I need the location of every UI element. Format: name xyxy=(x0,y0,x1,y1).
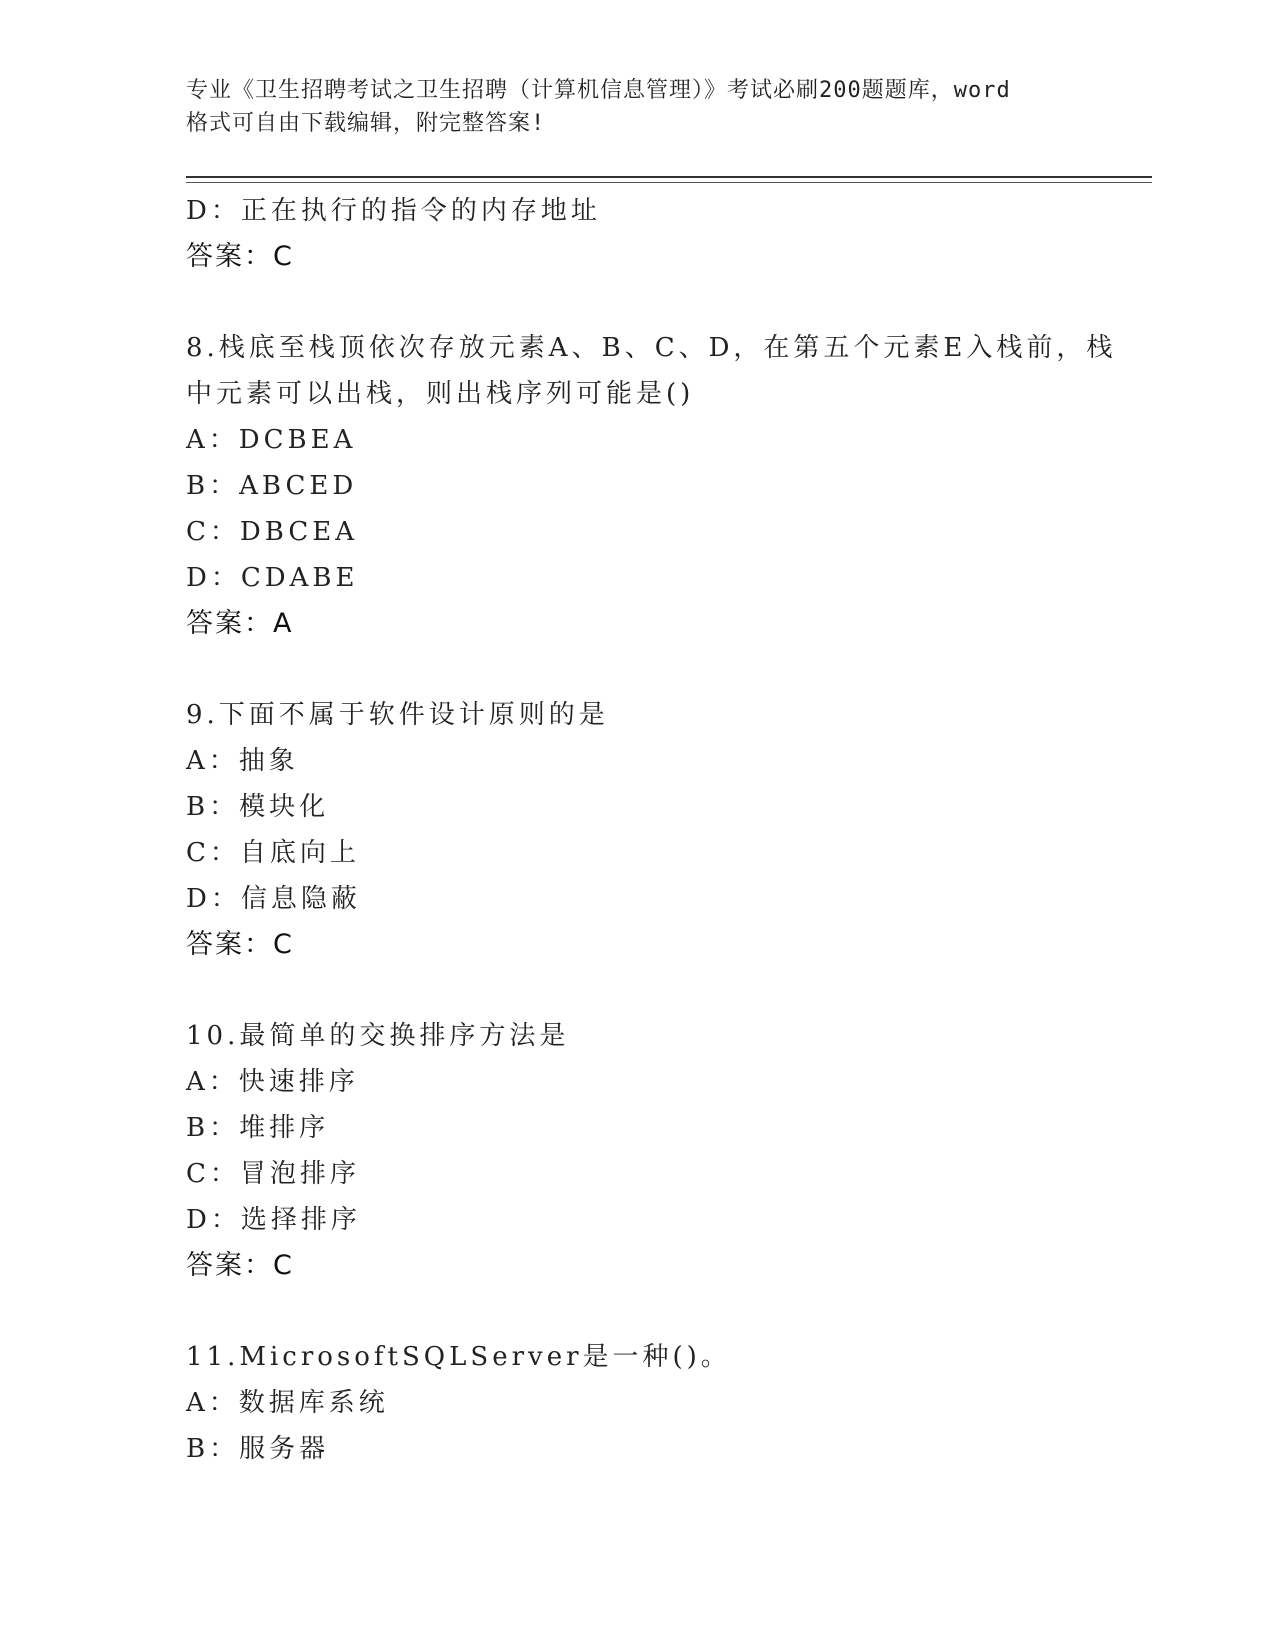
option-c: C：DBCEA xyxy=(186,517,358,547)
question-stem: 9.下面不属于软件设计原则的是 xyxy=(186,700,609,730)
option-c: C：自底向上 xyxy=(186,838,360,868)
answer-line: 答案：C xyxy=(186,241,294,272)
option-b: B：ABCED xyxy=(186,471,358,501)
question-gap xyxy=(186,280,1086,325)
header-title-line-2: 格式可自由下载编辑，附完整答案! xyxy=(186,111,546,136)
question-stem-continued: 中元素可以出栈，则出栈序列可能是() xyxy=(186,379,695,409)
answer-line: 答案：A xyxy=(186,608,294,639)
header-divider-thin xyxy=(186,182,1152,183)
header-title-line-1: 专业《卫生招聘考试之卫生招聘（计算机信息管理）》考试必刷200题题库，word xyxy=(186,78,1011,103)
option-b: B：模块化 xyxy=(186,792,330,822)
option-d: D：正在执行的指令的内存地址 xyxy=(186,196,601,226)
question-10 xyxy=(186,1013,1086,1289)
question-stem: 10.最简单的交换排序方法是 xyxy=(186,1021,570,1051)
option-a: A：数据库系统 xyxy=(186,1388,389,1418)
option-c: C：冒泡排序 xyxy=(186,1159,360,1189)
question-gap xyxy=(186,647,1086,692)
option-a: A：DCBEA xyxy=(186,425,357,455)
question-11 xyxy=(186,1334,1086,1472)
option-d: D：CDABE xyxy=(186,563,359,593)
option-d: D：信息隐蔽 xyxy=(186,884,361,914)
option-a: A：抽象 xyxy=(186,746,299,776)
header-divider-thick xyxy=(186,176,1152,178)
option-b: B：服务器 xyxy=(186,1434,330,1464)
question-8 xyxy=(186,325,1117,647)
question-gap xyxy=(186,1289,1086,1334)
answer-line: 答案：C xyxy=(186,929,294,960)
document-header xyxy=(186,74,1086,140)
question-stem: 8.栈底至栈顶依次存放元素A、B、C、D，在第五个元素E入栈前，栈 xyxy=(186,333,1117,363)
question-7-tail xyxy=(186,188,1086,280)
question-9 xyxy=(186,692,1086,968)
question-gap xyxy=(186,968,1086,1013)
answer-line: 答案：C xyxy=(186,1250,294,1281)
option-d: D：选择排序 xyxy=(186,1205,361,1235)
option-a: A：快速排序 xyxy=(186,1067,359,1097)
option-b: B：堆排序 xyxy=(186,1113,330,1143)
question-stem: 11.MicrosoftSQLServer是一种()。 xyxy=(186,1342,731,1372)
question-list xyxy=(186,188,1117,1472)
